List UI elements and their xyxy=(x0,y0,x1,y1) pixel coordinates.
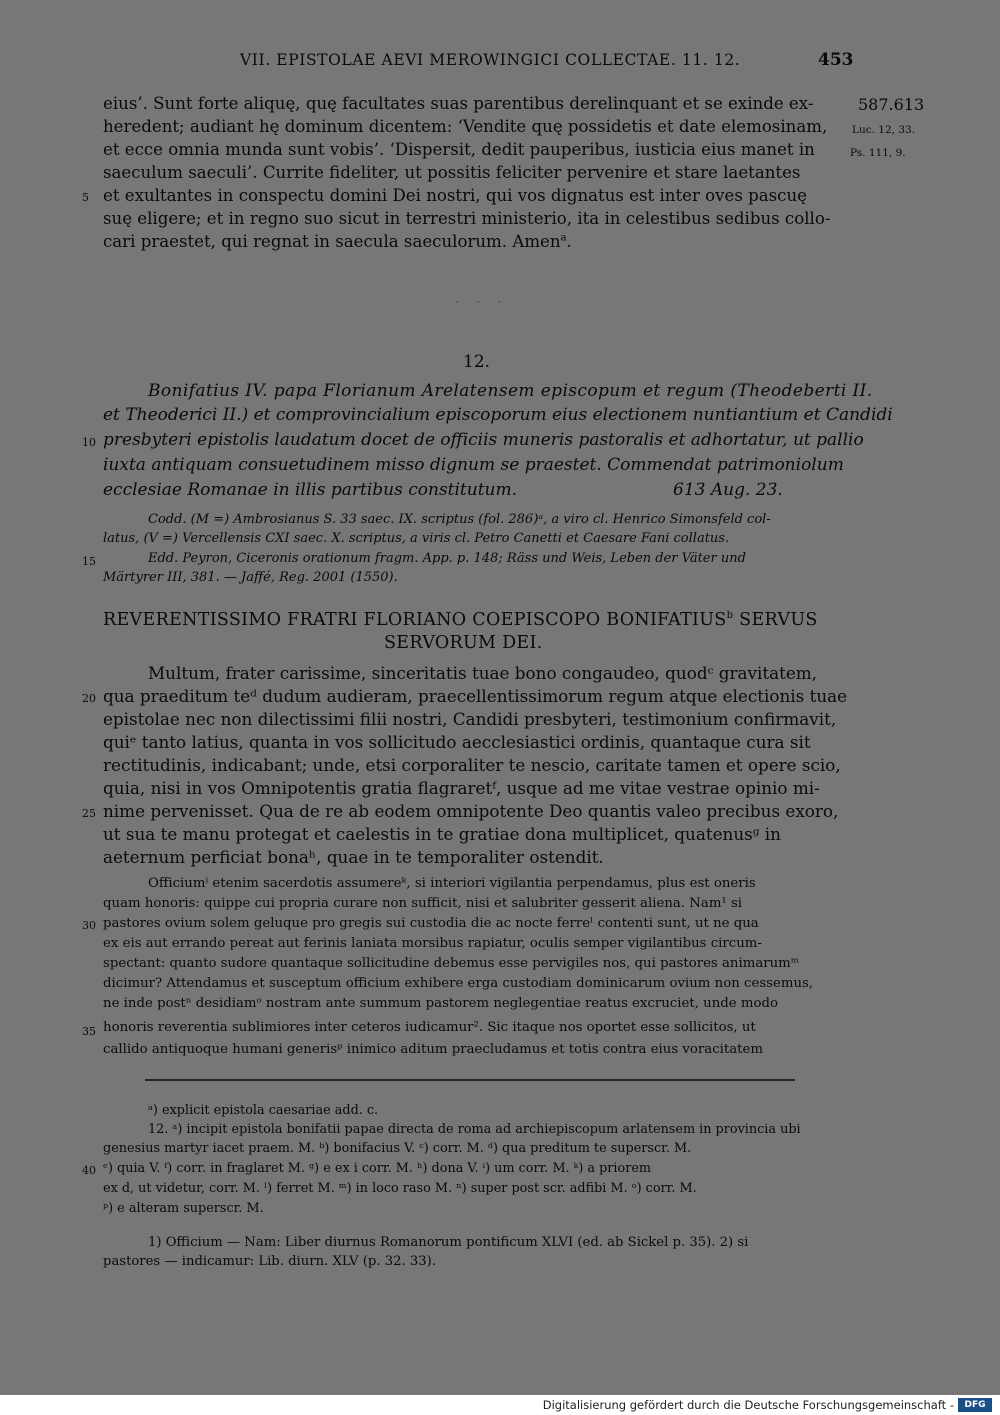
footnote-line: ᵉ) quia V. ᶠ) corr. in fraglaret M. ᵍ) e ex i corr. M. ʰ) dona V. ⁱ) um corr. M. ᵏ) a priorem xyxy=(103,1161,652,1176)
text-line: ex eis aut errando pereat aut ferinis laniata morsibus rapiatur, oculis semper vigilantibus circum- xyxy=(103,936,762,951)
text-line: ut sua te manu protegat et caelestis in te gratiae dona multiplicet, quatenusᵍ in xyxy=(103,824,781,844)
text-line: nime pervenisset. Qua de re ab eodem omnipotente Deo quantis valeo precibus exoro, xyxy=(103,801,839,821)
text-line: honoris reverentia sublimiores inter ceteros iudicamur². Sic itaque nos oportet esse sollicitos, ut xyxy=(103,1020,756,1035)
codices-line: latus, (V =) Vercellensis CXI saec. X. scriptus, a viris cl. Petro Canetti et Caesare Fani collatus. xyxy=(103,531,730,546)
text-line: quia, nisi in vos Omnipotentis gratia flagraretᶠ, usque ad me vitae vestrae opinio mi- xyxy=(103,778,820,798)
margin-reference: Ps. 111, 9. xyxy=(850,147,906,159)
summary-line: et Theoderici II.) et comprovincialium episcoporum eius electionem nuntiantium et Candidi xyxy=(103,405,893,425)
text-line: callido antiquoque humani generisᵖ inimico aditum praecludamus et totis contra eius voracitatem xyxy=(103,1042,763,1057)
footnote-line: ᵃ) explicit epistola caesariae add. c. xyxy=(148,1103,379,1118)
codices-line: Codd. (M =) Ambrosianus S. 33 saec. IX. scriptus (fol. 286)ᵃ, a viro cl. Henrico Simonsfeld col- xyxy=(148,512,771,527)
source-line: 1) Officium — Nam: Liber diurnus Romanorum pontificum XLVI (ed. ab Sickel p. 35). 2) si xyxy=(148,1235,749,1250)
footnote-line: 12. ᵃ) incipit epistola bonifatii papae directa de roma ad archiepiscopum arlatensem in provincia ubi xyxy=(148,1122,801,1137)
summary-line: Bonifatius IV. papa Florianum Arelatensem episcopum et regum (Theodeberti II. xyxy=(148,381,873,401)
section-number: 12. xyxy=(463,352,491,372)
footnote-separator xyxy=(145,1079,795,1081)
text-line: qua praeditum teᵈ dudum audieram, praecellentissimorum regum atque electionis tuae xyxy=(103,686,848,706)
editions-line: Edd. Peyron, Ciceronis orationum fragm. App. p. 148; Räss und Weis, Leben der Väter und xyxy=(148,551,746,566)
address-line: SERVORUM DEI. xyxy=(384,633,543,653)
section-divider: · · · xyxy=(456,298,509,307)
line-number: 10 xyxy=(82,436,96,449)
line-number: 30 xyxy=(82,919,96,932)
text-line: ne inde postⁿ desidiamᵒ nostram ante summum pastorem neglegentiae reatus excruciet, unde modo xyxy=(103,996,779,1011)
text-line: rectitudinis, indicabant; unde, etsi corporaliter te nescio, caritate tamen et opere scio, xyxy=(103,755,841,775)
line-number: 15 xyxy=(82,555,96,568)
text-line: saeculum saeculi’. Currite fideliter, ut possitis feliciter pervenire et stare laetantes xyxy=(103,163,801,182)
summary-line: ecclesiae Romanae in illis partibus constitutum. xyxy=(103,480,518,500)
address-line: REVERENTISSIMO FRATRI FLORIANO COEPISCOPO BONIFATIUS$^b$ SERVUS xyxy=(103,610,818,630)
text-line: Officiumⁱ etenim sacerdotis assumereᵏ, si interiori vigilantia perpendamus, plus est oneris xyxy=(148,876,756,891)
text-line: aeternum perficiat bonaʰ, quae in te temporaliter ostendit. xyxy=(103,847,604,867)
margin-reference: Luc. 12, 33. xyxy=(852,124,916,136)
letter-date: 613 Aug. 23. xyxy=(673,480,783,500)
text-line: quam honoris: quippe cui propria curare non sufficit, nisi et salubriter gesserit aliena. Nam¹ si xyxy=(103,896,743,911)
footnote-line: ᵖ) e alteram superscr. M. xyxy=(103,1201,264,1216)
page-number: 453 xyxy=(818,50,854,70)
text-line: eius’. Sunt forte aliquę, quę facultates suas parentibus derelinquant et se exinde ex- xyxy=(103,94,814,113)
text-line: et exultantes in conspectu domini Dei nostri, qui vos dignatus est inter oves pascuę xyxy=(103,186,807,205)
editions-line: Märtyrer III, 381. — Jaffé, Reg. 2001 (1550). xyxy=(103,570,398,585)
footnote-line: genesius martyr iacet praem. M. ᵇ) bonifacius V. ᶜ) corr. M. ᵈ) qua preditum te superscr. M. xyxy=(103,1141,692,1156)
text-line: heredent; audiant hę dominum dicentem: ‘Vendite quę possidetis et date elemosinam, xyxy=(103,117,828,136)
text-line: pastores ovium solem geluque pro gregis sui custodia die ac nocte ferreˡ contenti sunt, ut ne qua xyxy=(103,916,759,931)
text-line: suę eligere; et in regno suo sicut in terrestri ministerio, ita in celestibus sedibus collo- xyxy=(103,209,831,228)
text-line: quiᵉ tanto latius, quanta in vos sollicitudo aecclesiastici ordinis, quantaque cura sit xyxy=(103,732,811,752)
margin-date: 587.613 xyxy=(858,95,925,114)
running-title: VII. EPISTOLAE AEVI MEROWINGICI COLLECTAE. 11. 12. xyxy=(240,51,741,69)
text-line: epistolae nec non dilectissimi filii nostri, Candidi presbyteri, testimonium confirmavit, xyxy=(103,709,837,729)
text-line: spectant: quanto sudore quantaque sollicitudine debemus esse pervigiles nos, qui pastores animarumᵐ xyxy=(103,956,799,971)
footnote-line: ex d, ut videtur, corr. M. ˡ) ferret M. ᵐ) in loco raso M. ⁿ) super post scr. adfibi M. ᵒ) corr. M. xyxy=(103,1181,697,1196)
line-number: 5 xyxy=(82,191,89,204)
line-number: 25 xyxy=(82,807,96,820)
line-number: 20 xyxy=(82,692,96,705)
text-line: Multum, frater carissime, sinceritatis tuae bono congaudeo, quodᶜ gravitatem, xyxy=(148,663,818,683)
text-line: dicimur? Attendamus et susceptum officium exhibere erga custodiam dominicarum ovium non cessemus, xyxy=(103,976,814,991)
footer-credit: Digitalisierung gefördert durch die Deutsche Forschungsgemeinschaft - xyxy=(542,1398,954,1412)
footer-bar xyxy=(0,1395,1000,1415)
text-line-last: cari praestet, qui regnat in saecula saeculorum. Amen$^a$. xyxy=(103,232,572,251)
source-line: pastores — indicamur: Lib. diurn. XLV (p. 32. 33). xyxy=(103,1254,436,1269)
line-number: 35 xyxy=(82,1025,96,1038)
page-header xyxy=(0,48,1000,78)
summary-line: presbyteri epistolis laudatum docet de officiis muneris pastoralis et adhortatur, ut pallio xyxy=(103,430,864,450)
text-line: et ecce omnia munda sunt vobis’. ‘Dispersit, dedit pauperibus, iusticia eius manet in xyxy=(103,140,815,159)
line-number: 40 xyxy=(82,1164,96,1177)
summary-line: iuxta antiquam consuetudinem misso dignum se praestet. Commendat patrimoniolum xyxy=(103,455,844,475)
dfg-logo-icon: DFG xyxy=(958,1398,992,1412)
